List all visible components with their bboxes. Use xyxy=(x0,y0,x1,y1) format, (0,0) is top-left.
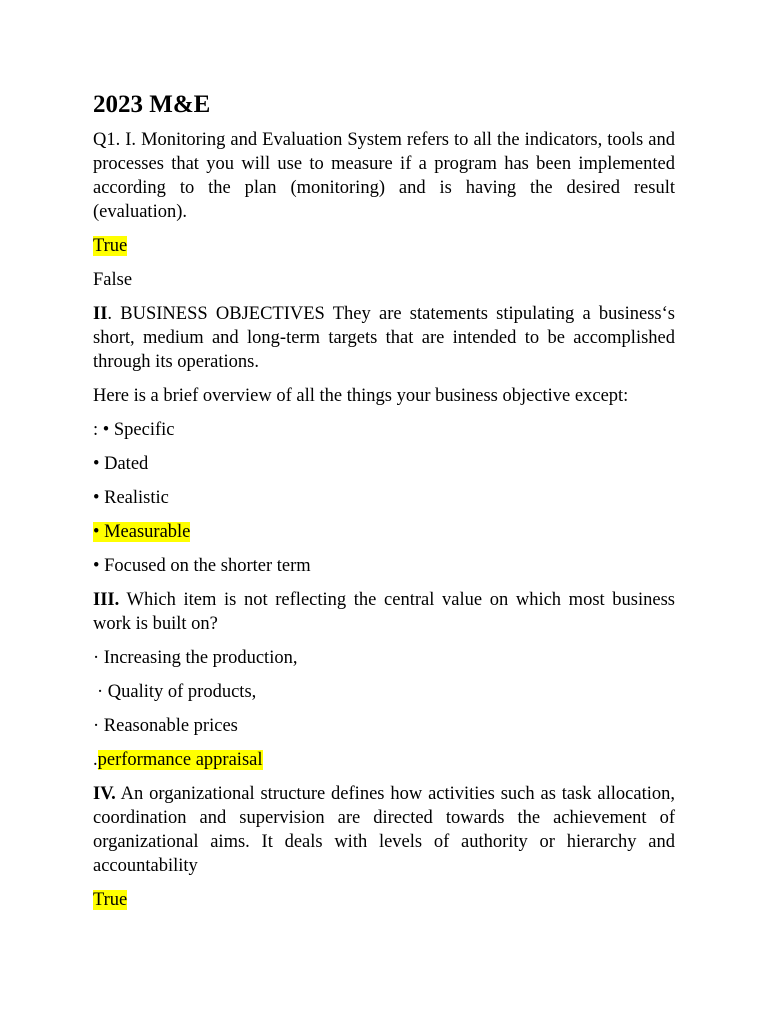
question-2-text xyxy=(93,302,675,374)
highlighted-answer: True xyxy=(93,890,128,910)
question-2-prompt: Here is a brief overview of all the things your business objective except: xyxy=(93,386,629,406)
question-2-body: . BUSINESS OBJECTIVES They are statements stipulating a business‘s short, medium and long-term targets that are intended to be accomplished through its operations. xyxy=(93,304,675,372)
highlighted-answer: • Measurable xyxy=(93,522,191,542)
question-1-answer-false: False xyxy=(93,270,133,290)
question-3-answer-prefix: . xyxy=(93,750,98,770)
question-3-number: III. xyxy=(93,590,120,610)
highlighted-answer: performance appraisal xyxy=(97,750,263,770)
question-3-body: Which item is not reflecting the central value on which most business work is built on? xyxy=(93,590,675,634)
question-1-answer-true xyxy=(93,234,675,258)
question-2-option-3: • Realistic xyxy=(93,488,169,508)
question-2-option-2: • Dated xyxy=(93,454,149,474)
question-4-body: An organizational structure defines how activities such as task allocation, coordination and supervision are directed towards the achievement of organizational aims. It deals with levels of authority or hierarchy and accountability xyxy=(93,784,675,876)
question-3-answer xyxy=(93,748,675,772)
question-3-option-2: · Quality of products, xyxy=(97,682,257,702)
question-1-text: Q1. I. Monitoring and Evaluation System refers to all the indicators, tools and processes that you will use to measure if a program has been implemented according to the plan (monitoring) and is having the desired result (evaluation). xyxy=(93,130,675,222)
question-3-option-3: · Reasonable prices xyxy=(93,716,238,736)
document-title: 2023 M&E xyxy=(93,91,211,118)
question-4-answer xyxy=(93,888,675,912)
question-2-option-4 xyxy=(93,520,675,544)
question-3-text xyxy=(93,588,675,636)
question-3-option-1: · Increasing the production, xyxy=(93,648,298,668)
document-content xyxy=(93,88,675,922)
question-2-option-5: • Focused on the shorter term xyxy=(93,556,311,576)
question-2-number: II xyxy=(93,304,108,324)
question-4-number: IV. xyxy=(93,784,116,804)
question-2-option-1: : • Specific xyxy=(93,420,175,440)
highlighted-answer: True xyxy=(93,236,128,256)
question-4-text xyxy=(93,782,675,878)
